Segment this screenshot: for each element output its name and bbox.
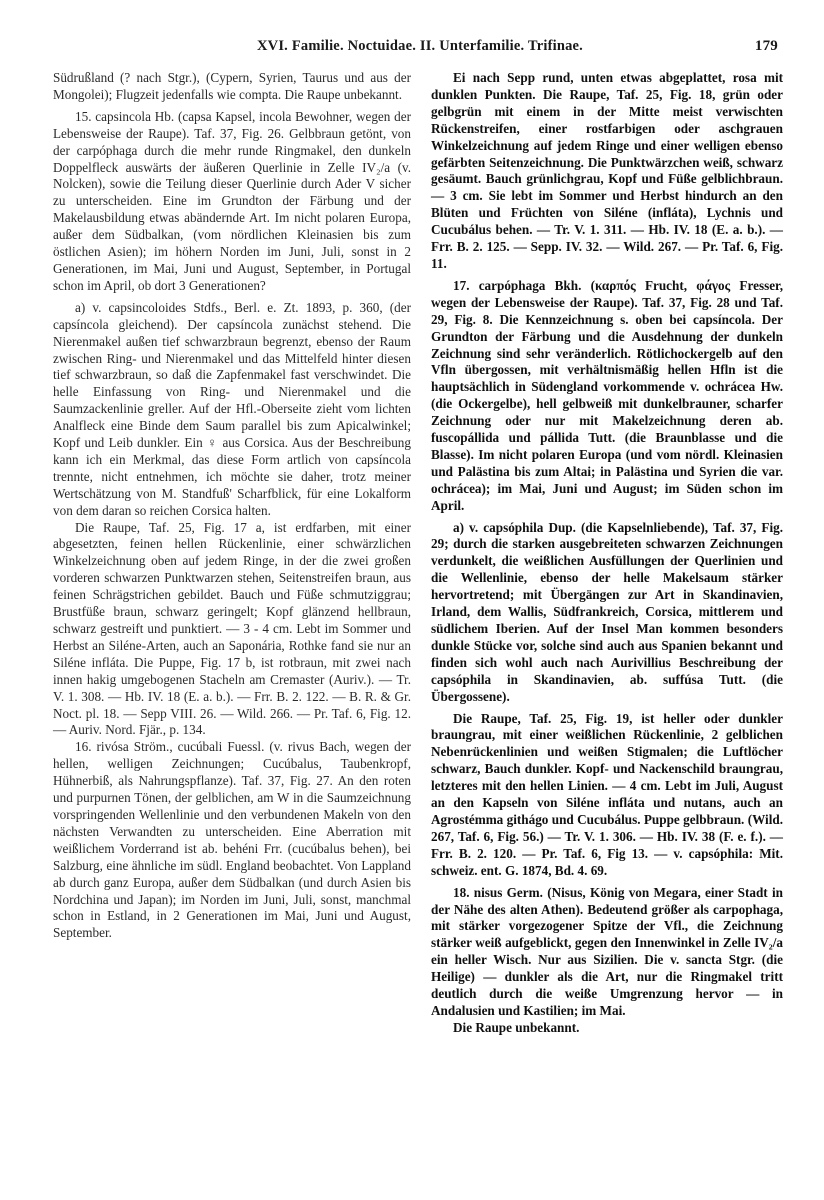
species-entry-capsincola: 15. capsincola Hb. (capsa Kapsel, incola Bewohner, wegen der Lebensweise der Raupe). Taf. 37, Fig. 26. Gelbbraun getönt, von der carpóphaga durch die mehr runde Ringmakel, den dunkeln Doppelfleck auswärts der äußeren Querlinie in Zelle IV₂/a (v. Nolcken), sowie die Teilung dieser Querlinie durch Ader V sicher zu unterscheiden. Eine im Grundton der Färbung und der Makelausbildung etwas abändernde Art. Im nicht polaren Europa, außer dem Südbalkan, (vom nördlichen Kleinasien bis zum östlichen Asien); im höhern Norden im Juni, Juli, sonst in 2 Generationen, im Mai, Juni und August, September, in Portugal schon im April, ob dort 3 Generationen? (53, 108, 411, 293)
species-entry-carpophaga: 17. carpóphaga Bkh. (καρπός Frucht, φάγος Fresser, wegen der Lebensweise der Raupe). Taf. 37, Fig. 28 und Taf. 29, Fig. 8. Die Kennzeichnung s. oben bei capsíncola. Der Grundton der Färbung und die Ausdehnung der dunkeln Zeichnung sind sehr veränderlich. Rötlichockergelb auf den Vfln übergossen, mit verhältnismäßig hellen Hfln ist die hauptsächlich in Südengland vorkommende v. ochrácea Hw. (die Ockergelbe), hell gelbweiß mit dunkelbrauner, scharfer Zeichnung oder nur mit Makelzeichnung deren ab. fuscopállida und pállida Tutt. (die Braunblasse und die Blasse). Im nicht polaren Europa (und vom nördl. Kleinasien und Palästina bis zum Altai; in Palästina und Syrien die var. ochrácea); im Mai, Juni und August; im Süden schon im April. (431, 277, 783, 513)
running-head: XVI. Familie. Noctuidae. II. Unterfamilie. Trifinae. (257, 38, 584, 54)
species-entry-rivosa: 16. rivósa Ström., cucúbali Fuessl. (v. rivus Bach, wegen der hellen, welligen Zeichnungen; Cucúbalus, Taubenkropf, Hühnerbiß, als Nahrungspflanze). Taf. 37, Fig. 27. An den roten und purpurnen Tönen, der gelblichen, am W in die Saumzeichnung vorspringenden Wellenlinie und den verbundenen Makeln von den nächsten Verwandten zu unterscheiden. Eine Aberration mit weißlichem Vorderrand ist ab. behéni Frr. (cucúbalus behen), bei Salzburg, eine ähnliche im südl. England beobachtet. Von Lappland ab durch ganz Europa, außer dem Südbalkan (und durch Asien bis Nordchina und Japan); im Norden im Juni, Juli, sonst, manchmal schon in Estland, in 2 Generationen im Mai, Juni und August, September. (53, 739, 411, 941)
variety-capsophila: a) v. capsóphila Dup. (die Kapselnliebende), Taf. 37, Fig. 29; durch die starken ausgebreiteten schwarzen Zeichnungen verdunkelt, die weißlichen Ausfüllungen der Querlinien und die Wellenlinie, ebenso der helle Makelsaum stärker hervortretend; mit Übergängen zur Art in Skandinavien, Irland, dem Wallis, Südfrankreich, Corsica, mittlerem und südlichem Iberien. Auf der Insel Man kommen besonders dunkle Stücke vor, solche sind auch aus Spanien bekannt und finden sich wohl auch nach Aurivillius Beschreibung der capsóphila in Skandinavien, ab. suffúsa Tutt. (die Übergossene). (431, 519, 783, 704)
variety-capsincoloides: a) v. capsincoloides Stdfs., Berl. e. Zt. 1893, p. 360, (der capsíncola gleichend). Der capsíncola zunächst stehend. Die Nierenmakel außen tief schwarzbraun begrenzt, ebenso der Raum zwischen Ring- und Nierenmakel und das Mittelfeld hinter diesen tief schwarzbraun, so daß die Zapfenmakel fast verschwindet. Die helle Einfassung von Ring- und Nierenmakel und die Saumzackenlinie greller. Auf der Hfl.-Oberseite zieht vom lichten Analfleck eine Binde dem Saum parallel bis zum Apicalwinkel; Kopf und Leib dunkler. Ein ♀ aus Corsica. Aus der Beschreibung kann ich ein Merkmal, das diese Form artlich von capsíncola trennte, nicht entnehmen, ich möchte sie daher, trotz meiner Wertschätzung von M. Standfuß' Scharfblick, für eine Lokalform von dem daran so reichen Corsica halten. (53, 299, 411, 518)
page-number: 179 (754, 38, 778, 54)
egg-larva-description: Ei nach Sepp rund, unten etwas abgeplattet, rosa mit dunklen Punkten. Die Raupe, Taf. 25, Fig. 18, grün oder gelbgrün mit einem in der Mitte meist verwischten Rückenstreifen, einer rostfarbigen oder aschgrauen Winkelzeichnung auf jedem Ringe und einer welligen ebenso gefärbten Seitenzeichnung. Die Punktwärzchen weiß, schwarz gesäumt. Bauch grünlichgrau, Kopf und Füße gelblichbraun. — 3 cm. Sie lebt im Sommer und Herbst hindurch an den Blüten und Früchten von Siléne (infláta), Lychnis und Cucubálus behen. — Tr. V. 1. 311. — Hb. IV. 18 (E. a. b.). — Frr. B. 2. 125. — Sepp. IV. 32. — Wild. 267. — Pr. Taf. 6, Fig. 11. (431, 70, 783, 271)
left-column (53, 70, 411, 942)
larva-description: Die Raupe, Taf. 25, Fig. 19, ist heller oder dunkler braungrau, mit einer weißlichen Rückenlinie, 2 gelblichen Nebenrückenlinien und weißen Stigmalen; die Luftlöcher schwarz, Bauch dunkler. Kopf- und Nackenschild braungrau, letzteres mit den hellen Linien. — 4 cm. Lebt im Juli, August an den Kapseln von Siléne infláta und nutans, auch an Agrostémma githágo und Cucubálus. Puppe gelbbraun. (Wild. 267, Taf. 6, Fig. 56.) — Tr. V. 1. 306. — Hb. IV. 38 (F. e. f.). — Frr. B. 2. 120. — Pr. Taf. 6, Fig 13. — v. capsóphila: Mit. schweiz. ent. G. 1874, Bd. 4. 69. (431, 710, 783, 878)
paragraph: Die Raupe unbekannt. (453, 1019, 580, 1035)
right-column (431, 70, 783, 1037)
paragraph: Südrußland (? nach Stgr.), (Cypern, Syrien, Taurus und aus der Mongolei); Flugzeit jedenfalls wie compta. Die Raupe unbekannt. (53, 70, 411, 102)
species-entry-nisus: 18. nisus Germ. (Nisus, König von Megara, einer Stadt in der Nähe des alten Athen). Bedeutend größer als carpophaga, mit stärker vorgezogener Spitze der Vfl., die Zeichnung stärker weiß aufgeblickt, gegen den Innenwinkel in Zelle IV₂/a ein heller Wisch. Nur aus Sizilien. Die v. sancta Stgr. (die Heilige) — dunkler als die Art, nur die Ringmakel tritt deutlich durch die weiße Umgrenzung hervor — in Andalusien und Kastilien; im Mai. (431, 884, 783, 1018)
larva-description: Die Raupe, Taf. 25, Fig. 17 a, ist erdfarben, mit einer abgesetzten, feinen hellen Rückenlinie, einer schwärzlichen Winkelzeichnung oben auf jedem Ringe, in der die zwei großen vorderen schwarzen Punktwarzen stehen, Seitenstreifen braun, aus feinen Schrägstrichen gebildet. Bauch und Füße schmutziggrau; Brustfüße braun, schwarz geringelt; Kopf glänzend hellbraun, schwarz gestreift und punktiert. — 3 - 4 cm. Lebt im Sommer und Herbst an Siléne-Arten, auch an Saponária, Rothke fand sie nur an Siléne infláta. Die Puppe, Fig. 17 b, ist rotbraun, mit zwei nach innen hakig umgebogenen Stacheln am Cremaster (Auriv.). — Tr. V. 1. 308. — Hb. IV. 18 (E. a. b.). — Frr. B. 2. 122. — B. R. & Gr. Noct. pl. 18. — Sepp VIII. 26. — Wild. 266. — Pr. Taf. 6, Fig. 12. — Auriv. Nord. Fjär., p. 134. (53, 519, 411, 738)
page-header (52, 38, 782, 60)
